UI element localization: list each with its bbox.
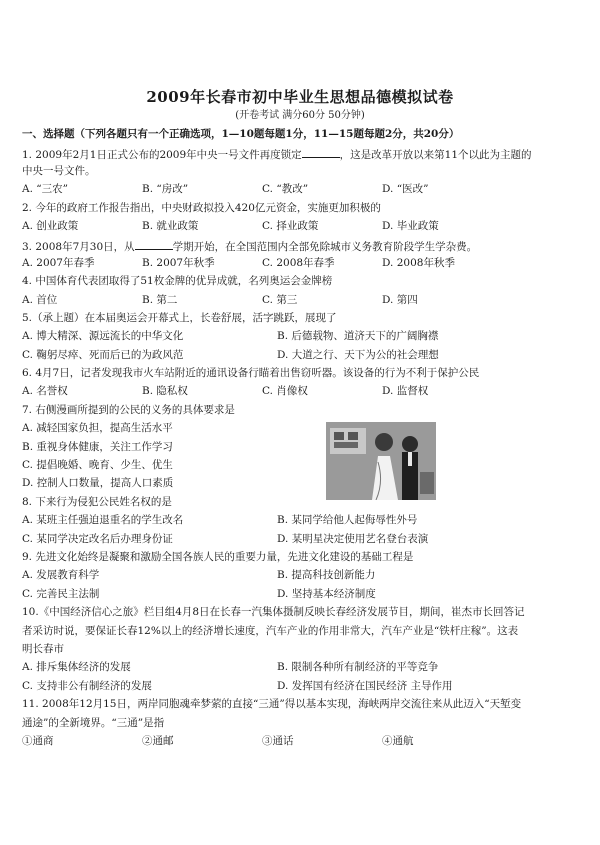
option-d: D. 大道之行、天下为公的社会理想 [277, 348, 439, 361]
option-c: C. 2008年春季 [262, 256, 335, 269]
option-c: C. 支持非公有制经济的发展 [22, 679, 152, 692]
option-b: B. 某同学给他人起侮辱性外号 [277, 514, 418, 527]
question-8-stem: 8. 下来行为侵犯公民姓名权的是 [22, 495, 172, 508]
option-a: A. 名誉权 [22, 385, 68, 398]
answer-blank [302, 146, 340, 158]
option-c: C. 某同学决定改名后办理身份证 [22, 532, 173, 545]
option-b: B. 重视身体健康，关注工作学习 [22, 440, 173, 453]
question-6-stem: 6. 4月7日，记者发现我市火车站附近的通讯设备行瞄着出售窃听器。该设备的行为不利于保护公民 [22, 367, 480, 380]
question-1-stem-cont: 中央一号文件。 [22, 164, 96, 177]
question-2-options [22, 220, 587, 238]
section-heading: 一、选择题（下列各题只有一个正确选项，1—10题每题1分，11—15题每题2分，共20分） [22, 128, 460, 140]
question-5-options-cd [22, 349, 587, 367]
option-d: D. 某明星决定使用艺名登台表演 [277, 532, 429, 545]
option-c: C. 鞠躬尽瘁、死而后已的为政风范 [22, 348, 184, 361]
option-c: C. 肖像权 [262, 385, 308, 398]
question-11-options [22, 735, 587, 753]
option-c: C. “教改” [262, 183, 309, 196]
question-4-stem: 4. 中国体育代表团取得了51枚金牌的优异成就，名列奥运会金牌榜 [22, 275, 333, 288]
option-d: D. 发挥国有经济在国民经济 主导作用 [277, 679, 453, 692]
option-b: B. 后德载物、道济天下的广阔胸襟 [277, 330, 439, 343]
question-10-stem-end: 明长春市 [22, 642, 64, 655]
option-d: D. 坚持基本经济制度 [277, 587, 376, 600]
option-c: C. 择业政策 [262, 219, 319, 232]
question-8-options-ab [22, 514, 587, 532]
option-b: B. 2007年秋季 [142, 256, 215, 269]
page-title: 2009年长春市初中毕业生思想品德模拟试卷 [146, 88, 454, 106]
option-c: C. 完善民主法制 [22, 587, 100, 600]
question-7-stem: 7. 右侧漫画所提到的公民的义务的具体要求是 [22, 403, 235, 416]
option-b: B. 隐私权 [142, 385, 188, 398]
option-b: B. “房改” [142, 183, 189, 196]
option-a: A. 创业政策 [22, 219, 79, 232]
question-10-options-ab [22, 661, 587, 679]
option-b: B. 第二 [142, 293, 178, 306]
option-a: A. 首位 [22, 293, 58, 306]
option-d: D. 毕业政策 [382, 219, 439, 232]
question-6-options [22, 385, 587, 403]
option-d: D. 监督权 [382, 385, 429, 398]
option-a: A. 减轻国家负担，提高生活水平 [22, 422, 173, 435]
option-a: A. 博大精深、源远流长的中华文化 [22, 330, 184, 343]
question-text: ，这是改革开放以来第11个以此为主题的 [339, 149, 532, 162]
question-8-options-cd [22, 533, 587, 551]
question-9-options-cd [22, 588, 587, 606]
option-a: A. 发展教育科学 [22, 569, 100, 582]
question-1-options [22, 183, 587, 201]
question-11-stem-cont: 通途”的全新境界。“三通”是指 [22, 716, 165, 729]
question-9-stem: 9. 先进文化始终是凝聚和激励全国各族人民的重要力量，先进文化建设的基础工程是 [22, 550, 414, 563]
option-1: ①通商 [22, 734, 54, 747]
option-b: B. 提高科技创新能力 [277, 569, 376, 582]
question-2-stem: 2. 今年的政府工作报告指出，中央财政拟投入420亿元资金，实施更加积极的 [22, 201, 381, 214]
question-5-stem: 5.（承上题）在本届奥运会开幕式上，长卷舒展，活字跳跃，展现了 [22, 311, 337, 324]
question-9-options-ab [22, 569, 587, 587]
exam-subtitle: (开卷考试 满分60分 50分钟) [235, 110, 365, 121]
option-a: A. 2007年春季 [22, 256, 95, 269]
option-a: A. 排斥集体经济的发展 [22, 661, 131, 674]
question-4-options [22, 294, 587, 312]
option-a: A. 某班主任强迫退重名的学生改名 [22, 514, 184, 527]
question-10-options-cd [22, 680, 587, 698]
option-d: D. 控制人口数量，提高人口素质 [22, 477, 174, 490]
option-2: ②通邮 [142, 734, 174, 747]
option-c: C. 第三 [262, 293, 298, 306]
question-10-stem-cont: 者采访时说，要保证长春12%以上的经济增长速度，汽车产业的作用非常大，汽车产业是“铁杆庄稼”。这表 [22, 624, 519, 637]
option-c: C. 提倡晚婚、晚育、少生、优生 [22, 459, 173, 472]
question-text: 3. 2008年7月30日，从 [22, 241, 135, 254]
question-5-options-ab [22, 330, 587, 348]
option-d: D. “医改” [382, 183, 429, 196]
question-3-stem [22, 238, 587, 256]
question-10-stem: 10.《中国经济信心之旅》栏目组4月8日在长春一汽集体摄制反映长春经济发展节目，期间，崔杰市长回答记 [22, 606, 525, 619]
question-text: 学期开始，在全国范围内全部免除城市义务教育阶段学生学杂费。 [172, 241, 478, 254]
option-a: A. “三农” [22, 183, 68, 196]
question-text: 1. 2009年2月1日正式公布的2009年中央一号文件再度锁定 [22, 149, 302, 162]
exam-content [22, 128, 587, 753]
option-d: D. 2008年秋季 [382, 256, 455, 269]
question-3-options [22, 257, 587, 275]
option-b: B. 就业政策 [142, 219, 199, 232]
option-4: ④通航 [382, 734, 414, 747]
option-3: ③通话 [262, 734, 294, 747]
option-b: B. 限制各种所有制经济的平等竞争 [277, 661, 439, 674]
answer-blank [135, 238, 173, 250]
question-1-stem [22, 146, 587, 164]
question-11-stem: 11. 2008年12月15日，两岸同胞魂牵梦萦的直接“三通”得以基本实现，海峡两岸交流往来从此迈入“天堑变 [22, 698, 522, 711]
option-d: D. 第四 [382, 293, 418, 306]
